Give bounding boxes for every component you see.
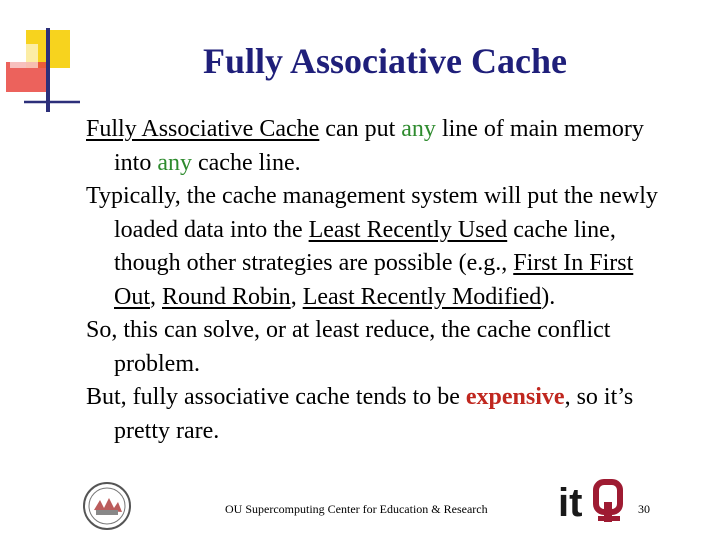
ou-logo-mark xyxy=(596,482,620,522)
page-number: 30 xyxy=(638,502,650,516)
text-run: , xyxy=(290,283,303,310)
emphasis-run: any xyxy=(401,116,436,142)
slide-title: Fully Associative Cache xyxy=(203,41,567,81)
it-logo-text: it xyxy=(558,481,583,524)
text-run: Typically, the cache management system will put the newly loaded data into the xyxy=(86,183,658,243)
emphasis-run: Least Recently Modified xyxy=(302,283,542,310)
corner-decoration xyxy=(0,0,80,120)
emphasis-run: First In First Out xyxy=(114,250,634,310)
body-paragraph xyxy=(86,314,666,381)
body-paragraph xyxy=(86,180,666,314)
emphasis-run: any xyxy=(157,149,192,176)
text-run: cache line. xyxy=(192,149,301,176)
body-paragraph xyxy=(86,381,666,448)
emphasis-run: Fully Associative Cache xyxy=(86,116,320,142)
emphasis-run: Round Robin xyxy=(162,283,291,310)
slide-body xyxy=(86,113,666,448)
emphasis-run: expensive xyxy=(465,384,565,410)
text-run: line of main memory into xyxy=(114,116,644,176)
body-paragraph xyxy=(86,113,666,180)
university-seal-logo xyxy=(76,480,138,532)
text-run: So, this can solve, or at least reduce, the cache conflict problem. xyxy=(86,317,611,377)
footer-text: OU Supercomputing Center for Education & Research xyxy=(225,502,488,516)
text-run: ). xyxy=(541,283,556,310)
text-run: But, fully associative cache tends to be xyxy=(86,384,466,410)
text-run: , xyxy=(150,283,162,310)
deco-white-block xyxy=(10,44,38,68)
emphasis-run: Least Recently Used xyxy=(308,216,508,243)
text-run: cache line, though other strategies are possible (e.g., xyxy=(114,216,616,276)
it-ou-logo xyxy=(556,476,628,524)
text-run: , so it’s pretty rare. xyxy=(114,384,634,444)
text-run: can put xyxy=(319,116,402,142)
